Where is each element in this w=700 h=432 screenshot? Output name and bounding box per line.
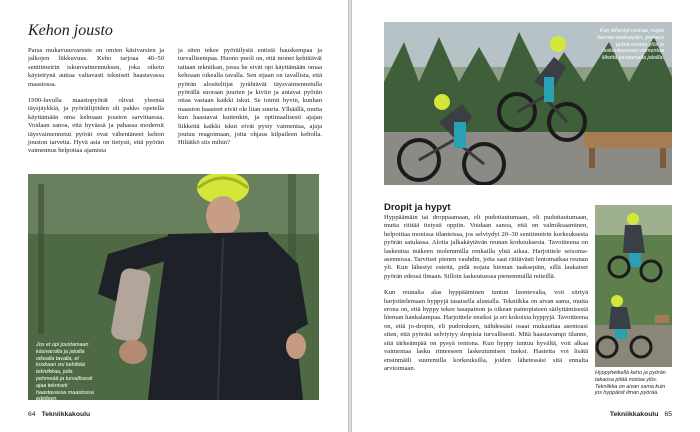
page-number: 64 <box>28 411 36 418</box>
left-page <box>0 0 348 432</box>
page-number: 65 <box>664 411 672 418</box>
paragraph: ja siten tekee pyöräilystä entistä hauskempaa ja turvallisempaa. Huono puoli on, että monet kehittävät taitaan tekniikan, jossa he eivät opi käyttämään omaa kehoaan oikealla tavalla. Sen sijaan on tavallista, että pyörän alositeltijat jyrähtävät täysvaimennetulla pyörällä suoraan juurien ja kiviin ja antavat pyörän ottaa vastaan kaikki iskut. Se toimii hyvin, kunhan maaston haasteet eivät ole liian suuria. Ylhäällä, mutta kun haastavat kuitenkin, ja optimaalisesti ajajan liikkeitä kaikki iskut eivät pysty vaimentaa, ajaja joutuu reagoimaan, jotta ohjaus kilpaileen keholla. Hiltätkö siis mihin? <box>178 47 322 147</box>
footer-label: Tekniikkakoulu <box>609 411 659 418</box>
side-photo-caption: Hyppyhetkellä keho ja pyörän takaosa pitää nostaa ylös. Tekniikka on aivan sama kuin jos hyppäisit ilman pyörää. <box>595 370 666 397</box>
paragraph: Paras mukavuusvaruste on omien käsivarsien ja jalkojen liikkuvuus. Keho tarjoaa 40–50 senttimetrin iskunvaimennuksen, joka oikein käytettynä auttaa valtavasti tekniseti haastavassa maastossa. <box>28 47 164 88</box>
footer <box>28 411 90 418</box>
footer-label: Tekniikkakoulu <box>41 411 91 418</box>
paragraph: Kun reunalta alas hyppääminen tuntuu luontevalta, voit siirtyä harjoittelemaan hyppyjä tasaisella alustalla. Tekniikka on aivan sama, mutta erona on, että hyppy tekee tasapainon ja oikean painopisteen säilyttämisestä hieman hankalampaa. Harjoittele ensiksi ja eri kokoisia hyppyjä. Tavoitteena on, että jo-dropin, eli pudotuksen, nähdessäsi osaat mukauttaa asentoasi siten, että pyöräsi selviytyy dropista turvallisesti. Mitä haastavampi tilanne, sitä tärkeämpää on pysyä rentona. Kun hyppy tuntuu hyvältä, voit alkaa vaimentaa lasku rinteeseen laskeutumisen tueksi. Hastetta voi lisätä ensinmäili suuremilla korkeuksilla, joiden lähetessäsi sitä ennalta arvioimaan. <box>384 289 588 372</box>
top-photo-caption: Kun lähestyt reunaa, nojaa hieman taaksepäin, jonkaus pyörä etuosa ylös ja laskeutuessasi vaimentaa liikettä joustamalla jaloilla. <box>597 28 664 62</box>
hop-illustration <box>595 205 672 367</box>
hop-sequence-photo <box>595 205 672 367</box>
paragraph: 1990-luvulla maastopyörät olivat yleensä täysjäykkiä, ja pyöräilijöiden oli pakko opetella käyttämään oma kehoaan jouston sarvittaessa. Voidaan sanoa, että hyvässä ja pahassa modernit täysvaimennetut pyörät ovat vähentäneet kehon jouston tarvetta. Hyvä asia on tietysti, että pyörän vaimennus helpottaa ajamista <box>28 97 164 155</box>
photo-caption: Jos et opi joustamaan käsivarsilla ja jaloilla oikealla tavalla, et koskaan voi kehittää tekniikkaa, jolla pehmeää ja turvallisesti ajaa tekniseti haastavassa maastossa edelleen. <box>36 342 94 403</box>
body-column-2 <box>178 47 322 156</box>
right-page <box>352 0 700 432</box>
paragraph: Hyppäämäin tai droppaamaan, eli pudottautumaan, eli pudottautumaan, mutta riittää tietysti oppiin. Voidaan sanoa, että on valmiksaaminen, helpoittaa monissa tilanteissa, jos selviydyt 20–30 senttimetrin korkeuksesta pyörän satulassa. Aloita jalkakäytävän reunan korkeuksesta. Tavoitteena on laskeutua mäkeen molemmilla renkailla yhtä aikaa. Harjoittele seisoma-asennossa. Tarvitset pienen vauhdin, jotta saat riittävästi lentomatkaa reunan yli. Kun lähestyt esteitä, pidä nojata hieman taaksepäin, sillä laukaiset pyörän edessä ilmaan. Silloin laskeutuessa pienemmällä reiteillä. <box>384 214 588 280</box>
footer <box>610 411 672 418</box>
section-title: Dropit ja hypyt <box>384 202 451 213</box>
chapter-title: Kehon jousto <box>28 22 113 39</box>
body-column-right <box>384 214 588 381</box>
body-column-1 <box>28 47 164 164</box>
